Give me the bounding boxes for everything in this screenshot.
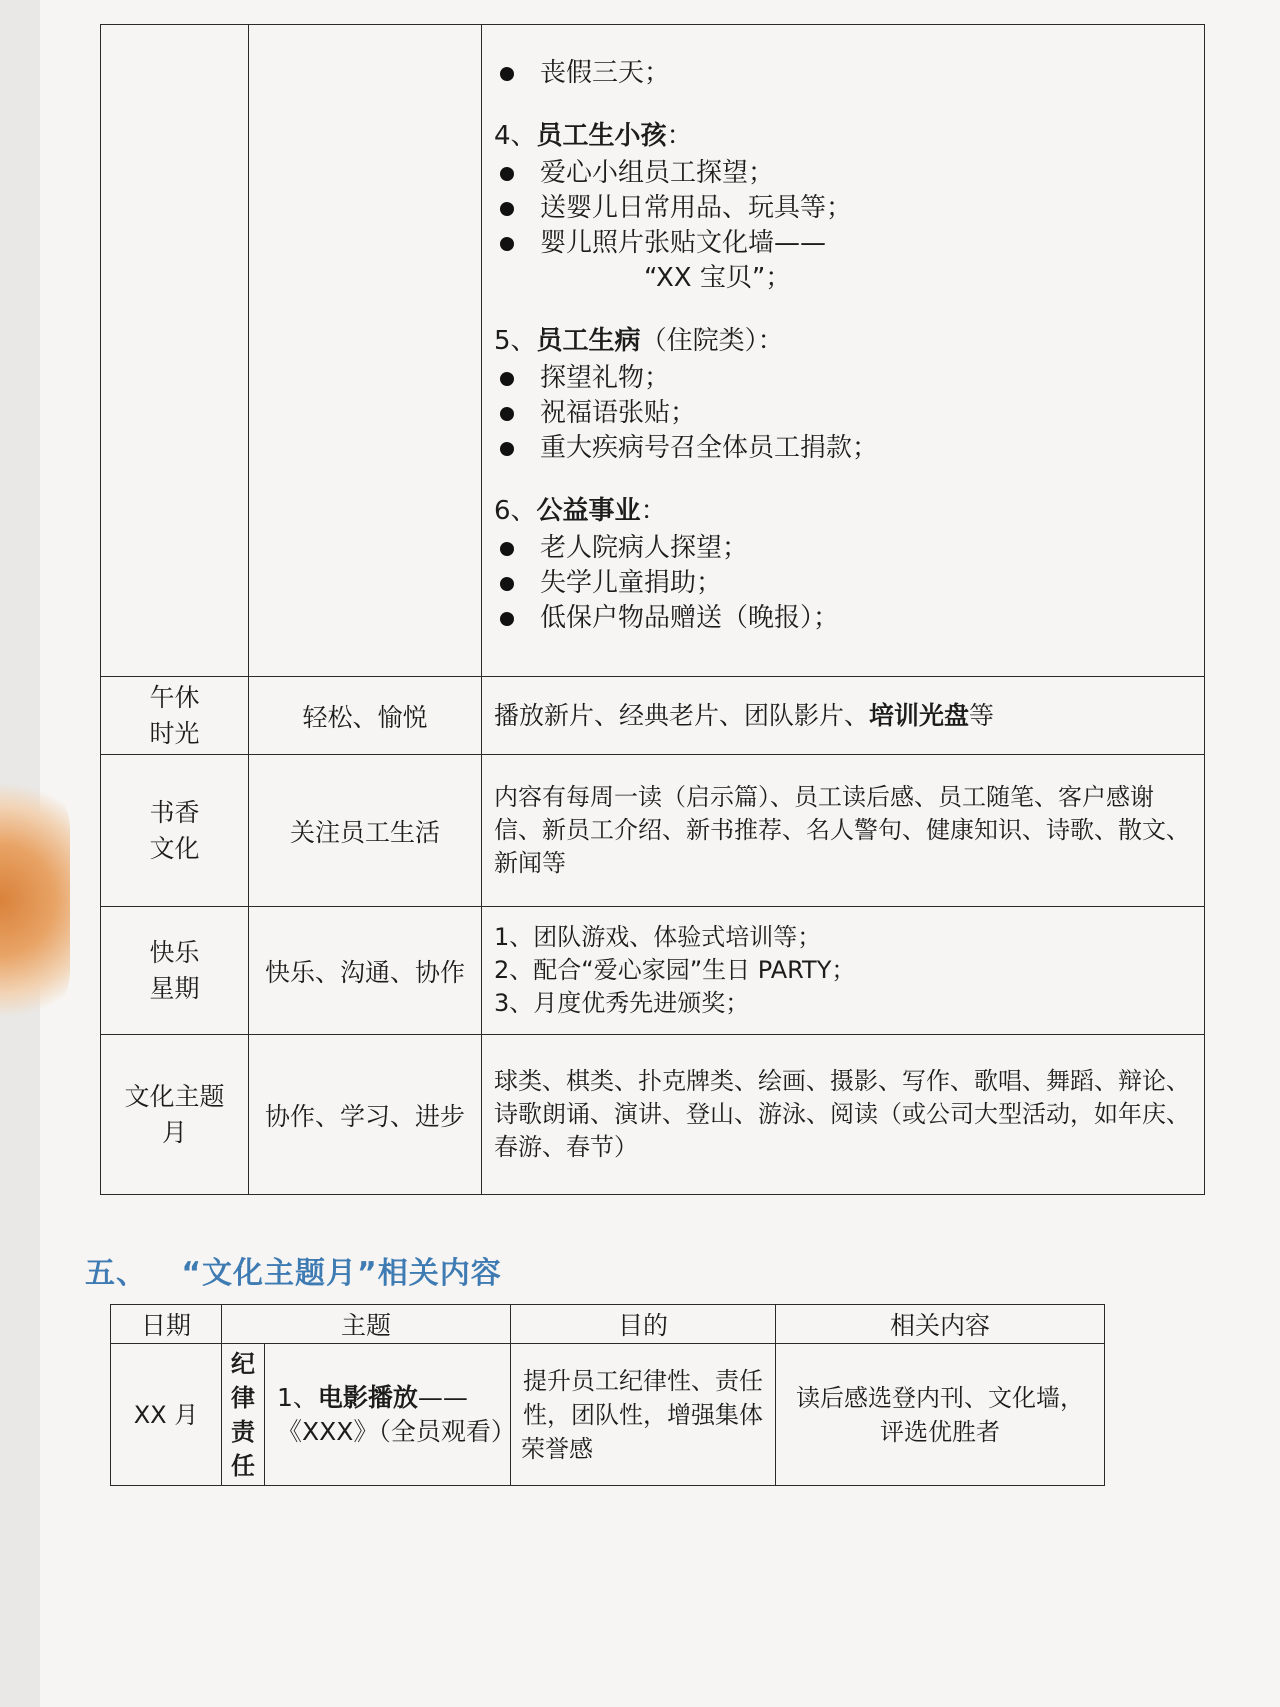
column-header: 目的 [511,1305,776,1344]
content-line: 1、团队游戏、体验式培训等； [494,923,822,951]
empty-cell [101,25,249,677]
date-cell: XX 月 [111,1344,222,1486]
purpose-cell: 提升员工纪律性、责任性，团队性，增强集体 荣誉感 [511,1344,776,1486]
list-item: 低保户物品赠送（晚报）； [494,602,1192,635]
table-row [101,907,1205,1035]
heading-6: 6、公益事业： [494,496,667,526]
column-header: 日期 [111,1305,222,1344]
activity-content: 播放新片、经典老片、团队影片、培训光盘等 [482,677,1205,755]
activity-name: 文化主题 月 [101,1035,249,1195]
empty-cell [249,25,482,677]
activity-content: 球类、棋类、扑克牌类、绘画、摄影、写作、歌唱、舞蹈、辩论、诗歌朗诵、演讲、登山、游泳、阅读（或公司大型活动，如年庆、春游、春节） [482,1035,1205,1195]
section-heading: 五、 “文化主题月”相关内容 [85,1256,502,1291]
list-item: 重大疾病号召全体员工捐款； [494,432,1192,465]
table-row [101,25,1205,677]
list-item: 丧假三天； [494,57,1192,90]
heading-4: 4、员工生小孩： [494,121,693,151]
content-line: 3、月度优秀先进颁奖； [494,989,750,1017]
table-row [101,677,1205,755]
column-header: 相关内容 [776,1305,1105,1344]
activity-content [482,907,1205,1035]
column-header: 主题 [222,1305,511,1344]
heading-5: 5、员工生病（住院类）： [494,326,784,356]
list-item: 祝福语张贴； [494,397,1192,430]
list-item: 探望礼物； [494,362,1192,395]
activity-goal: 快乐、沟通、协作 [249,907,482,1035]
table-row [111,1344,1105,1486]
theme-label-vertical: 纪 律 责 任 [222,1344,265,1486]
list-item-continuation: “XX 宝贝”； [644,263,792,293]
table-header-row [111,1305,1105,1344]
activity-content: 内容有每周一读（启示篇）、员工读后感、员工随笔、客户感谢信、新员工介绍、新书推荐、名人警句、健康知识、诗歌、散文、新闻等 [482,755,1205,907]
activities-table [100,24,1205,1195]
care-content-cell [482,25,1205,677]
activity-name: 快乐 星期 [101,907,249,1035]
list-item: 爱心小组员工探望； [494,157,1192,190]
list-item: 老人院病人探望； [494,532,1192,565]
orange-object-shadow [0,760,70,1040]
related-cell: 读后感选登内刊、文化墙，评选优胜者 [776,1344,1105,1486]
activity-name: 午休 时光 [101,677,249,755]
list-item: 送婴儿日常用品、玩具等； [494,192,1192,225]
theme-cell: 1、电影播放—— 《XXX》（全员观看） [265,1344,511,1486]
table-row [101,1035,1205,1195]
activity-name: 书香 文化 [101,755,249,907]
content-line: 2、配合“爱心家园”生日 PARTY； [494,956,856,984]
activity-goal: 协作、学习、进步 [249,1035,482,1195]
activity-goal: 轻松、愉悦 [249,677,482,755]
table-row [101,755,1205,907]
theme-month-table [110,1304,1105,1486]
list-item: 失学儿童捐助； [494,567,1192,600]
list-item: 婴儿照片张贴文化墙—— [494,227,1192,260]
activity-goal: 关注员工生活 [249,755,482,907]
